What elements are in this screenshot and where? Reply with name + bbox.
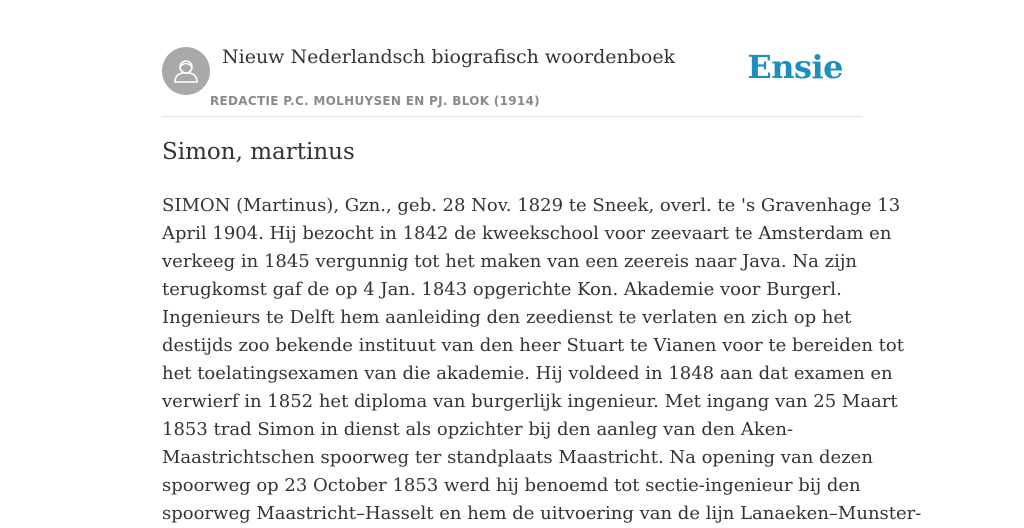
article-line: verkeeg in 1845 vergunnig tot het maken van een zeereis naar Java. Na zijn: [162, 251, 857, 272]
user-avatar-icon[interactable]: [162, 47, 210, 95]
article-body: [162, 192, 922, 528]
article-title: Simon, martinus: [162, 139, 355, 165]
article-line: 1853 trad Simon in dienst als opzichter bij den aanleg van den Aken-: [162, 419, 794, 440]
person-outline-icon: [162, 47, 210, 95]
article-line: spoorweg op 23 October 1853 werd hij benoemd tot sectie-ingenieur bij den: [162, 475, 861, 496]
article-line: SIMON (Martinus), Gzn., geb. 28 Nov. 1829 te Sneek, overl. te 's Gravenhage 13: [162, 195, 901, 216]
article-line: Maastrichtschen spoorweg ter standplaats Maastricht. Na opening van dezen: [162, 447, 873, 468]
article-line: terugkomst gaf de op 4 Jan. 1843 opgerichte Kon. Akademie voor Burgerl.: [162, 279, 842, 300]
article-line: destijds zoo bekende instituut van den heer Stuart te Vianen voor te bereiden tot: [162, 335, 904, 356]
source-title[interactable]: Nieuw Nederlandsch biografisch woordenboek: [222, 46, 676, 68]
article-line: April 1904. Hij bezocht in 1842 de kweekschool voor zeevaart te Amsterdam en: [162, 223, 892, 244]
source-editor: REDACTIE P.C. MOLHUYSEN EN PJ. BLOK (1914): [210, 94, 540, 108]
brand-logo[interactable]: Ensie: [747, 48, 843, 86]
article-line: spoorweg Maastricht–Hasselt en hem de uitvoering van de lijn Lanaeken–Munster-: [162, 503, 922, 524]
article-line: Ingenieurs te Delft hem aanleiding den zeedienst te verlaten en zich op het: [162, 307, 852, 328]
source-header: [162, 44, 862, 117]
article-line: het toelatingsexamen van die akademie. Hij voldeed in 1848 aan dat examen en: [162, 363, 893, 384]
article-line: verwierf in 1852 het diploma van burgerlijk ingenieur. Met ingang van 25 Maart: [162, 391, 898, 412]
